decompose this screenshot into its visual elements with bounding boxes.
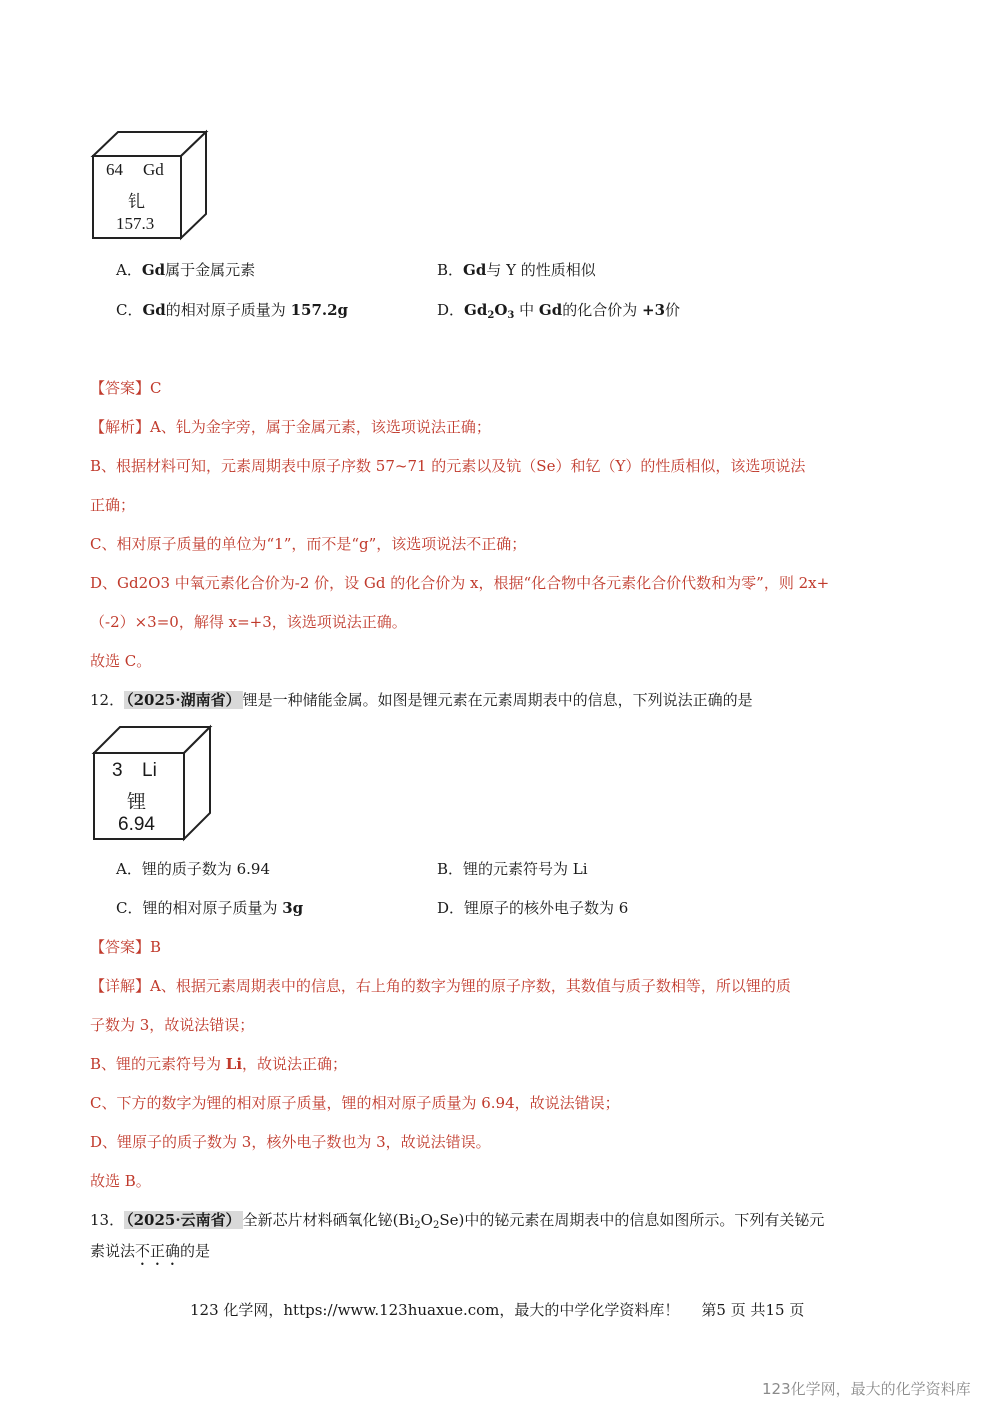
- q12-option-a[interactable]: A．锂的质子数为 6.94: [116, 860, 270, 878]
- option-label: D．: [437, 301, 465, 319]
- q12-answer: [90, 936, 161, 957]
- q11-analysis-line-4: C、相对原子质量的单位为“1”，而不是“g”，该选项说法不正确；: [90, 535, 527, 553]
- q12-detail-line-6: 故选 B。: [90, 1172, 151, 1190]
- element-symbol: Gd: [463, 261, 487, 279]
- q12-stem: [90, 689, 753, 710]
- q11-answer: [90, 377, 162, 398]
- source-tag: （2025·湖南省）: [126, 691, 241, 709]
- q11-option-a[interactable]: [116, 259, 255, 280]
- emphasized-text: 不正确: [135, 1242, 181, 1260]
- q12-option-c[interactable]: [116, 897, 303, 918]
- q12-detail-line-1: [90, 975, 791, 996]
- question-number: 13．: [90, 1211, 125, 1229]
- page-footer: [190, 1299, 804, 1320]
- formula-subscript: 2: [414, 1220, 421, 1231]
- formula-subscript: 2: [487, 310, 495, 321]
- gd-atomic-mass: 157.3: [116, 214, 155, 233]
- formula-subscript: 2: [432, 1220, 440, 1231]
- q13-stem-line-2: [90, 1240, 210, 1269]
- question-text: O: [420, 1211, 433, 1229]
- element-symbol: Gd: [141, 261, 166, 279]
- formula-gd: Gd: [464, 301, 488, 319]
- option-text: C．锂的相对原子质量为: [116, 899, 283, 917]
- option-label: A．: [116, 261, 142, 279]
- question-text: Se)中的铋元素在周期表中的信息如图所示。下列有关铋元: [439, 1211, 825, 1229]
- q12-detail-line-4: C、下方的数字为锂的相对原子质量，锂的相对原子质量为 6.94，故说法错误；: [90, 1094, 620, 1112]
- detail-label: 【详解】: [90, 977, 151, 995]
- footer-text: 123 化学网，https://www.123huaxue.com，最大的中学化学资料库！: [190, 1301, 680, 1319]
- watermark: 123化学网，最大的化学资料库: [762, 1380, 971, 1398]
- page-number: 第5 页 共15 页: [701, 1301, 805, 1319]
- element-symbol: Gd: [538, 301, 563, 319]
- q11-analysis-line-5: D、Gd2O3 中氧元素化合价为-2 价，设 Gd 的化合价为 x，根据“化合物中各元素化合价代数和为零”，则 2x+: [90, 574, 830, 592]
- formula-subscript: 3: [507, 310, 515, 321]
- analysis-text: A、钆为金字旁，属于金属元素，该选项说法正确；: [150, 418, 491, 436]
- q11-analysis-line-7: 故选 C。: [90, 652, 152, 670]
- li-atomic-number: 3: [112, 760, 123, 781]
- q12-detail-line-5: D、锂原子的质子数为 3，核外电子数也为 3，故说法错误。: [90, 1133, 491, 1151]
- element-symbol: Li: [225, 1055, 243, 1073]
- q11-analysis-line-2: B、根据材料可知，元素周期表中原子序数 57~71 的元素以及钪（Se）和钇（Y）的性质相似，该选项说法: [90, 457, 806, 475]
- option-text: 与 Y 的性质相似: [486, 261, 596, 279]
- li-atomic-mass: 6.94: [118, 814, 155, 835]
- source-tag: （2025·云南省）: [126, 1211, 241, 1229]
- formula-o: O: [494, 301, 508, 319]
- q11-option-c[interactable]: [116, 299, 348, 320]
- li-element-name: 锂: [127, 791, 147, 813]
- li-symbol: Li: [142, 760, 157, 781]
- option-value: 157.2g: [290, 301, 349, 319]
- q11-analysis-line-6: （-2）×3=0，解得 x=+3，该选项说法正确。: [90, 613, 407, 631]
- answer-value: B: [150, 938, 162, 956]
- answer-label: 【答案】: [90, 379, 151, 397]
- gd-atomic-number: 64: [106, 160, 123, 179]
- q11-analysis-line-1: [90, 416, 491, 437]
- detail-text: ，故说法正确；: [242, 1055, 348, 1073]
- option-label: B．: [437, 261, 464, 279]
- q12-option-d[interactable]: D．锂原子的核外电子数为 6: [437, 899, 629, 917]
- detail-text: B、锂的元素符号为: [90, 1055, 226, 1073]
- question-text: 的是: [180, 1242, 211, 1260]
- q11-option-b[interactable]: [437, 259, 596, 280]
- q12-detail-line-2: 子数为 3，故说法错误；: [90, 1016, 255, 1034]
- analysis-label: 【解析】: [90, 418, 151, 436]
- option-text: 属于金属元素: [165, 261, 256, 279]
- detail-text: A、根据元素周期表中的信息，右上角的数字为锂的原子序数，其数值与质子数相等，所以锂的质: [150, 977, 791, 995]
- gd-symbol: Gd: [143, 160, 164, 179]
- q13-stem-line-1: [90, 1209, 824, 1231]
- question-text: 素说法: [90, 1242, 136, 1260]
- option-value: 3g: [282, 899, 304, 917]
- option-value: +3: [642, 301, 666, 319]
- option-text: 价: [665, 301, 681, 319]
- option-label: C．: [116, 301, 143, 319]
- question-text: 全新芯片材料硒氧化铋(Bi: [242, 1211, 415, 1229]
- answer-value: C: [150, 379, 162, 397]
- q12-detail-line-3: [90, 1053, 347, 1074]
- answer-label: 【答案】: [90, 938, 151, 956]
- q11-analysis-line-3: 正确；: [90, 496, 136, 514]
- element-symbol: Gd: [142, 301, 166, 319]
- question-number: 12．: [90, 691, 125, 709]
- q12-option-b[interactable]: B．锂的元素符号为 Li: [437, 860, 588, 878]
- gd-element-name: 钆: [128, 192, 145, 211]
- option-text: 的相对原子质量为: [165, 301, 291, 319]
- option-text: 中: [514, 301, 539, 319]
- q11-option-d[interactable]: [437, 299, 680, 321]
- option-text: 的化合价为: [562, 301, 642, 319]
- question-text: 锂是一种储能金属。如图是锂元素在元素周期表中的信息，下列说法正确的是: [242, 691, 753, 709]
